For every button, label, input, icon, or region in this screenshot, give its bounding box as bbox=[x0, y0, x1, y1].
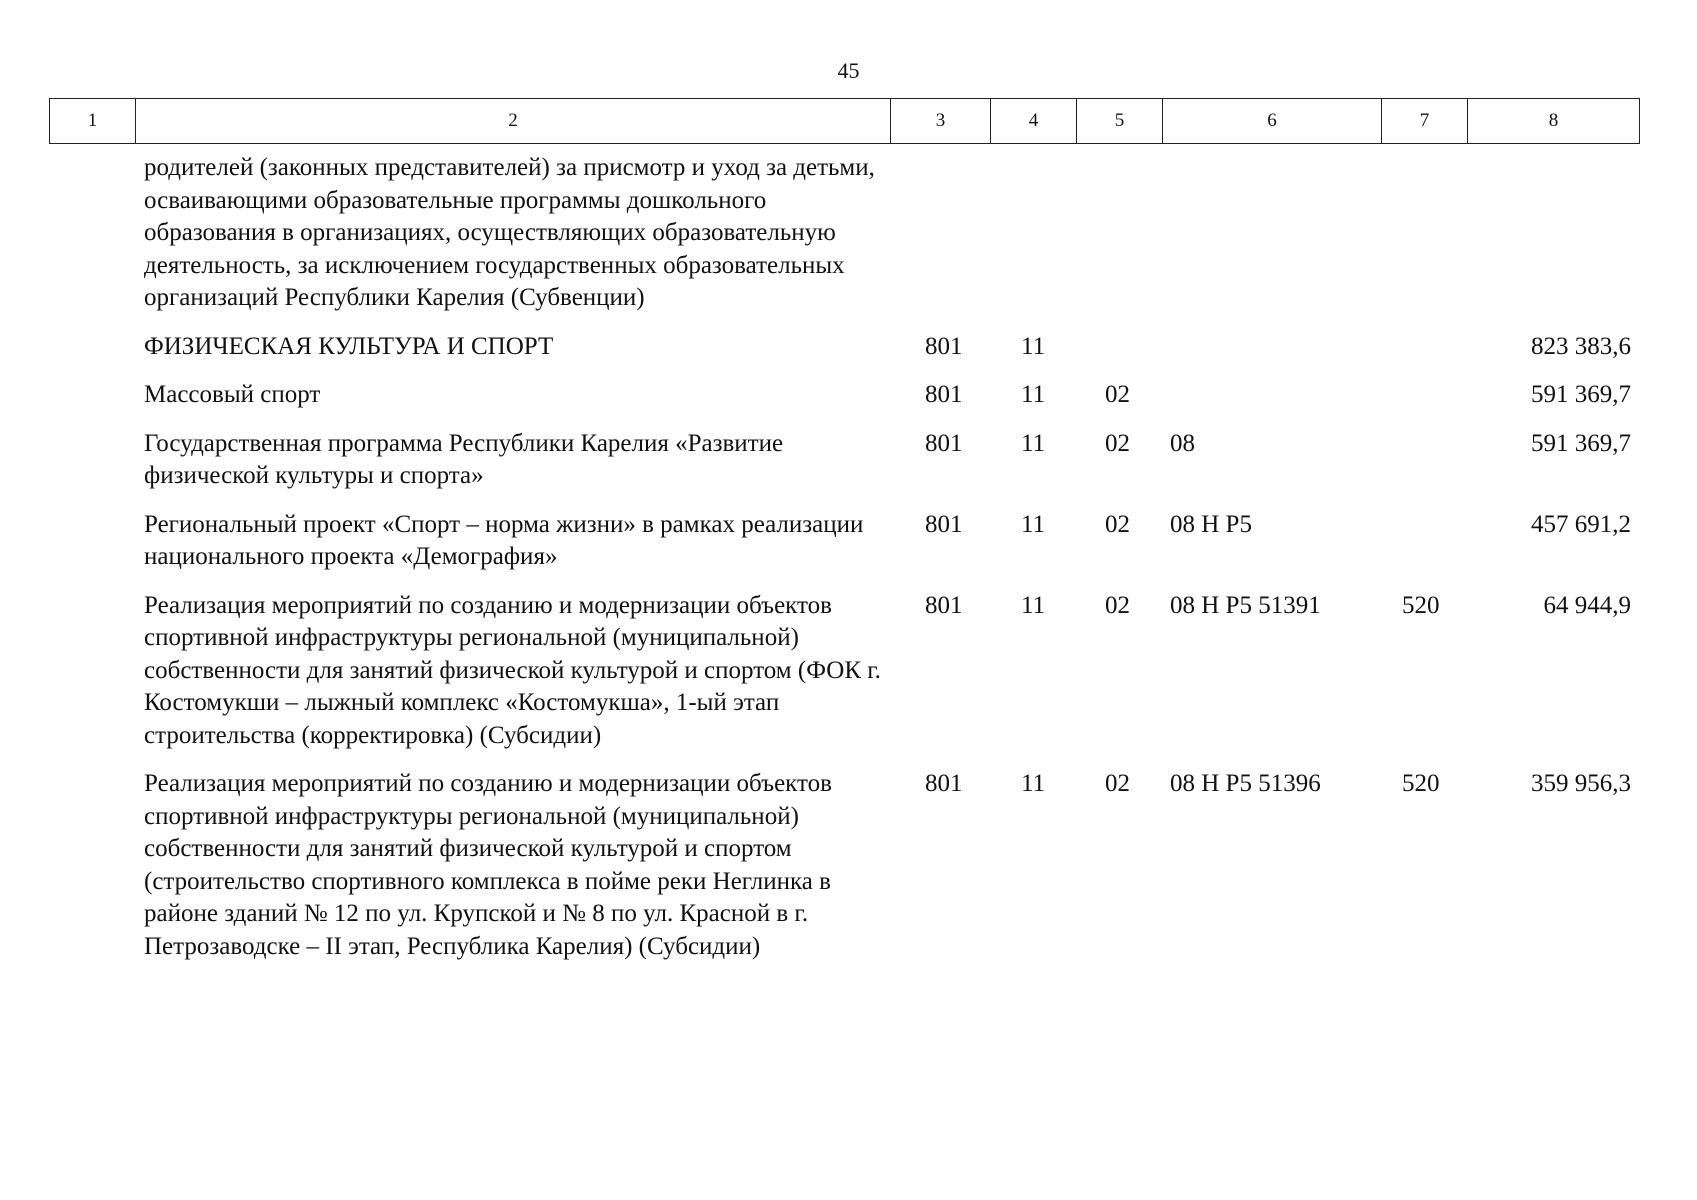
row-amount bbox=[1467, 152, 1639, 331]
row-code-section: 11 bbox=[1021, 591, 1046, 619]
row-code-ministry: 801 bbox=[925, 381, 963, 408]
row-amount: 457 691,2 bbox=[1531, 510, 1631, 538]
row-code-target bbox=[1162, 331, 1381, 380]
row-code-subsection: 02 bbox=[1105, 510, 1130, 538]
column-number-6: 6 bbox=[1163, 99, 1382, 144]
table-row bbox=[49, 379, 1639, 428]
row-code-section bbox=[990, 152, 1076, 331]
row-code-subsection bbox=[1076, 331, 1162, 380]
row-amount: 591 369,7 bbox=[1531, 429, 1631, 457]
row-code-section: 11 bbox=[1021, 770, 1046, 797]
budget-table bbox=[49, 152, 1639, 979]
row-code-target: 08 Н Р5 bbox=[1170, 510, 1252, 538]
row-description: Региональный проект «Спорт – норма жизни» в рамках реализации национального проекта «Демография» bbox=[144, 510, 864, 570]
row-code-ministry: 801 bbox=[925, 429, 963, 457]
row-description: ФИЗИЧЕСКАЯ КУЛЬТУРА И СПОРТ bbox=[144, 332, 554, 360]
row-code-target: 08 Н Р5 51391 bbox=[1170, 591, 1321, 619]
row-code-subsection: 02 bbox=[1105, 429, 1130, 457]
row-code-subsection: 02 bbox=[1105, 770, 1130, 797]
table-row bbox=[49, 331, 1639, 380]
row-code-ministry bbox=[890, 152, 990, 331]
table-row bbox=[49, 428, 1639, 509]
column-number-7: 7 bbox=[1382, 99, 1468, 144]
row-description: Реализация мероприятий по созданию и модернизации объектов спортивной инфраструктуры региональной (муниципальной) собственности для занятий физической культурой и спортом (строительство спортивного комплекса в пойме реки Неглинка в районе зданий № 12 по ул. Крупской и № 8 по ул. Красной в г. Петрозаводске – II этап, Республика Карелия) (Субсидии) bbox=[144, 770, 832, 960]
row-code-ministry: 801 bbox=[925, 510, 963, 538]
row-code-ministry: 801 bbox=[925, 591, 963, 619]
column-number-row bbox=[50, 99, 1640, 144]
column-number-4: 4 bbox=[991, 99, 1077, 144]
row-code-expense-type: 520 bbox=[1402, 591, 1440, 619]
row-code-target: 08 bbox=[1170, 429, 1195, 457]
row-code-expense-type bbox=[1381, 331, 1467, 380]
row-code-section: 11 bbox=[1021, 510, 1046, 538]
column-header-table bbox=[49, 98, 1640, 144]
row-code-target: 08 Н Р5 51396 bbox=[1170, 770, 1321, 797]
column-number-3: 3 bbox=[891, 99, 991, 144]
row-code-section: 11 bbox=[1021, 332, 1046, 360]
column-number-8: 8 bbox=[1468, 99, 1640, 144]
row-code-expense-type bbox=[1381, 379, 1467, 428]
row-code-section: 11 bbox=[1021, 429, 1046, 457]
row-description: родителей (законных представителей) за присмотр и уход за детьми, осваивающими образовательные программы дошкольного образования в организациях, осуществляющих образовательную деятельность, за исключением государственных образовательных организаций Республики Карелия (Субвенции) bbox=[144, 154, 875, 311]
row-code-ministry: 801 bbox=[925, 770, 963, 797]
column-number-2: 2 bbox=[136, 99, 891, 144]
row-amount: 823 383,6 bbox=[1531, 332, 1631, 360]
table-row bbox=[49, 590, 1639, 769]
row-code-expense-type bbox=[1381, 152, 1467, 331]
table-row bbox=[49, 509, 1639, 590]
row-description: Реализация мероприятий по созданию и модернизации объектов спортивной инфраструктуры региональной (муниципальной) собственности для занятий физической культурой и спортом (ФОК г. Костомукши – лыжный комплекс «Костомукша», 1-ый этап строительства (корректировка) (Субсидии) bbox=[144, 591, 881, 749]
row-description: Государственная программа Республики Карелия «Развитие физической культуры и спорта» bbox=[144, 429, 784, 489]
column-number-1: 1 bbox=[50, 99, 136, 144]
table-row bbox=[49, 152, 1639, 331]
row-code-ministry: 801 bbox=[925, 332, 963, 360]
row-code-subsection: 02 bbox=[1105, 591, 1130, 619]
row-code-expense-type bbox=[1381, 509, 1467, 590]
row-amount: 359 956,3 bbox=[1531, 770, 1631, 797]
row-code-target bbox=[1162, 379, 1381, 428]
row-code-expense-type: 520 bbox=[1402, 770, 1440, 797]
row-amount: 591 369,7 bbox=[1531, 381, 1631, 408]
row-amount: 64 944,9 bbox=[1543, 591, 1631, 619]
row-code-expense-type bbox=[1381, 428, 1467, 509]
table-row bbox=[49, 768, 1639, 979]
row-code-subsection: 02 bbox=[1105, 381, 1130, 408]
page-number: 45 bbox=[837, 58, 860, 83]
column-number-5: 5 bbox=[1077, 99, 1163, 144]
row-description: Массовый спорт bbox=[144, 381, 321, 408]
row-code-subsection bbox=[1076, 152, 1162, 331]
row-code-section: 11 bbox=[1021, 381, 1046, 408]
row-code-target bbox=[1162, 152, 1381, 331]
